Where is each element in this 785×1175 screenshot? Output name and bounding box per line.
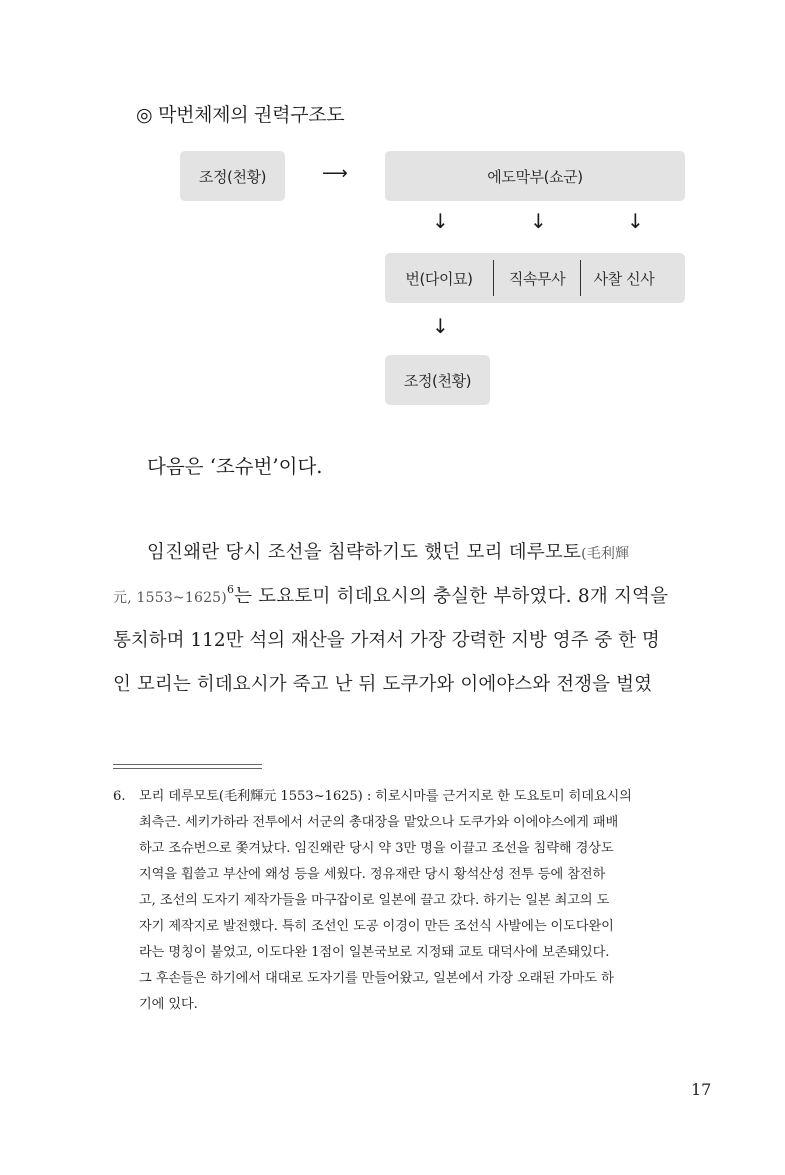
footnote-line: 그 후손들은 하기에서 대대로 도자기를 만들어왔고, 일본에서 가장 오래된 가마도 하 <box>139 971 614 986</box>
footnote-line: 기에 있다. <box>139 997 198 1012</box>
footnote-number: 6. <box>113 789 126 804</box>
footnote-ref: 6 <box>226 583 235 596</box>
temples-segment <box>581 253 667 303</box>
han-label: 번(다이묘) <box>405 269 473 288</box>
body-line-4: 인 모리는 히데요시가 죽고 난 뒤 도쿠가와 이에야스와 전쟁을 벌였 <box>113 674 653 695</box>
court-bottom-label: 조정(천황) <box>403 371 472 390</box>
footnote-line: 최측근. 세키가하라 전투에서 서군의 총대장을 맡았으나 도쿠가와 이에야스에게 패배 <box>139 815 619 830</box>
body-line-2 <box>113 582 668 608</box>
shogunate-label: 에도막부(쇼군) <box>487 167 583 186</box>
footnote-line: 지역을 휩쓸고 부산에 왜성 등을 세웠다. 정유재란 당시 황석산성 전투 등에 참전하 <box>139 867 606 882</box>
hanja-annotation: 元, 1553~1625) <box>113 590 227 606</box>
diagram-heading: ◎ 막번체제의 권력구조도 <box>136 104 345 126</box>
arrow-down-icon: ↓ <box>432 314 449 338</box>
arrow-down-icon: ↓ <box>530 209 547 233</box>
body-text: 임진왜란 당시 조선을 침략하기도 했던 모리 데루모토 <box>147 542 582 563</box>
subordinates-box <box>385 253 685 303</box>
footnote-rule <box>113 764 262 765</box>
shogunate-box <box>385 151 685 201</box>
temples-label: 사찰 신사 <box>593 269 655 288</box>
direct-vassals-label: 직속무사 <box>508 269 566 288</box>
court-top-box <box>180 151 285 201</box>
arrow-down-icon: ↓ <box>432 209 449 233</box>
footnote-line: 하고 조슈번으로 쫓겨났다. 임진왜란 당시 약 3만 명을 이끌고 조선을 침략해 경상도 <box>139 841 614 856</box>
footnote-line: 모리 데루모토(毛利輝元 1553~1625) : 히로시마를 근거지로 한 도요토미 히데요시의 <box>139 789 632 804</box>
body-text: 는 도요토미 히데요시의 충실한 부하였다. 8개 지역을 <box>234 586 669 607</box>
footnote-line: 라는 명칭이 붙었고, 이도다완 1점이 일본국보로 지정돼 교토 대덕사에 보존돼있다. <box>139 945 610 960</box>
direct-vassals-segment <box>494 253 580 303</box>
court-bottom-box <box>385 355 490 405</box>
footnote-line: 고, 조선의 도자기 제작가들을 마구잡이로 일본에 끌고 갔다. 하기는 일본 최고의 도 <box>139 893 610 908</box>
arrow-down-icon: ↓ <box>627 209 644 233</box>
court-top-label: 조정(천황) <box>198 167 267 186</box>
footnote-line: 자기 제작지로 발전했다. 특히 조선인 도공 이경이 만든 조선식 사발에는 이도다완이 <box>139 919 614 934</box>
page-number: 17 <box>691 1080 712 1099</box>
arrow-right-icon: ⟶ <box>322 163 348 184</box>
hanja-annotation: (毛利輝 <box>581 546 630 562</box>
footnote-body <box>139 784 632 1018</box>
body-line-1 <box>147 538 629 564</box>
body-line-3: 통치하며 112만 석의 재산을 가져서 가장 강력한 지방 영주 중 한 명 <box>113 630 660 651</box>
intro-line: 다음은 ‘조슈번’이다. <box>147 455 323 478</box>
han-segment <box>385 253 493 303</box>
footnote-rule <box>113 768 262 769</box>
